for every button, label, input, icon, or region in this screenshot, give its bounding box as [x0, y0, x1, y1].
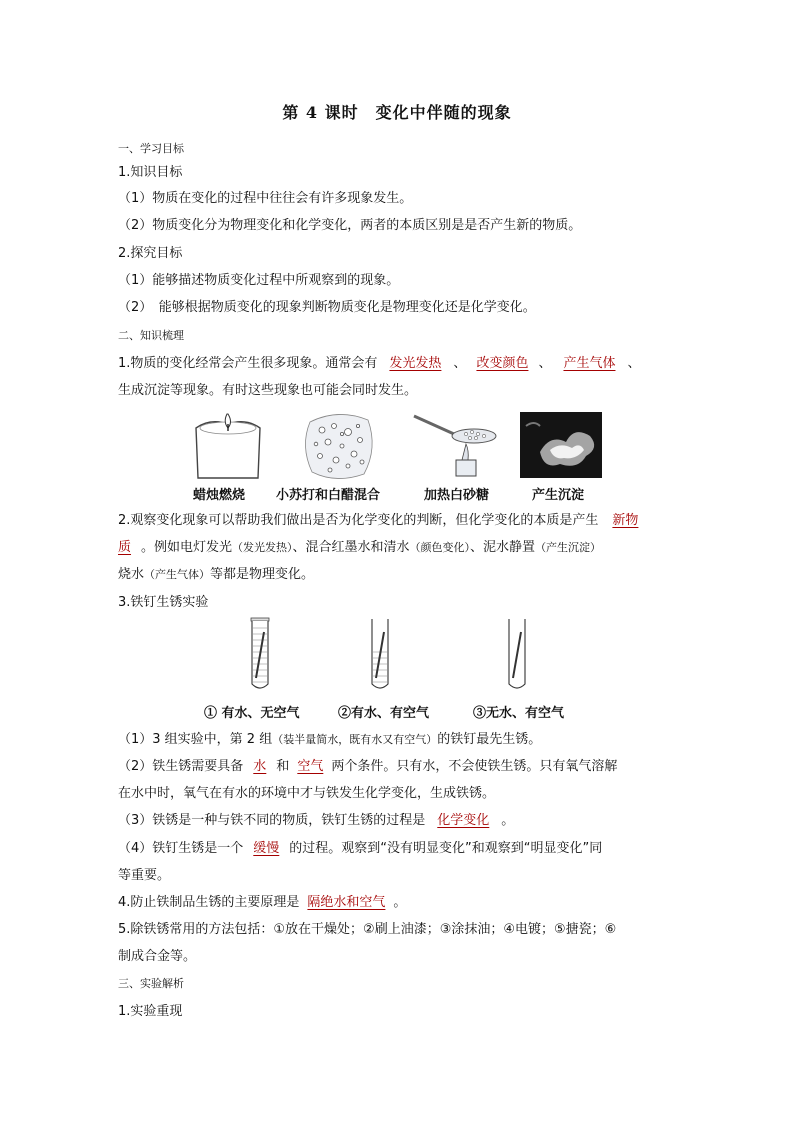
- knowledge-goal-label: 1.知识目标: [118, 165, 183, 180]
- baking-soda-vinegar-image: [302, 412, 376, 480]
- paragraph-5-line-2: 制成合金等。: [118, 949, 197, 964]
- answer-blank: 水: [253, 759, 267, 774]
- inquiry-goal-label: 2.探究目标: [118, 246, 183, 261]
- question-4-line-1: （4）铁钉生锈是一个 缓慢 的过程。观察到“没有明显变化”和观察到“明显变化”同: [118, 841, 603, 856]
- answer-blank: 缓慢: [253, 841, 280, 856]
- tube-caption-2: ②有水、有空气: [338, 706, 430, 721]
- question-3: （3）铁锈是一种与铁不同的物质，铁钉生锈的过程是 化学变化 。: [118, 813, 515, 828]
- answer-blank: 改变颜色: [476, 356, 529, 371]
- knowledge-goal-1: （1）物质在变化的过程中往往会有许多现象发生。: [118, 191, 413, 206]
- test-tube-captions: [0, 702, 794, 722]
- test-tube-1: [247, 618, 273, 692]
- precipitate-image: [520, 412, 602, 478]
- answer-blank: 产生气体: [563, 356, 616, 371]
- paragraph-4: 4.防止铁制品生锈的主要原理是 隔绝水和空气 。: [118, 895, 407, 910]
- caption-soda-vinegar: 小苏打和白醋混合: [276, 488, 381, 503]
- iron-nail-experiment-label: 3.铁钉生锈实验: [118, 595, 209, 610]
- tube-caption-1: ① 有水、无空气: [204, 706, 300, 721]
- answer-blank: 化学变化: [437, 813, 490, 828]
- candle-image: [190, 414, 266, 478]
- phenomena-figures: [0, 412, 794, 472]
- caption-candle: 蜡烛燃烧: [193, 488, 246, 503]
- paragraph-5-line-1: 5.除铁锈常用的方法包括：①放在干燥处；②刷上油漆；③涂抹油；④电镀；⑤搪瓷；⑥: [118, 922, 617, 937]
- question-2-line-1: （2）铁生锈需要具备 水 和 空气 两个条件。只有水，不会使铁生锈。只有氧气溶解: [118, 759, 618, 774]
- question-4-line-2: 等重要。: [118, 868, 171, 883]
- paragraph-2-line-2: 质 。例如电灯发光（发光发热）、混合红墨水和清水（颜色变化）、泥水静置（产生沉淀）: [118, 540, 602, 555]
- heating-sugar-image: [414, 412, 504, 476]
- test-tube-3: [504, 618, 530, 692]
- paragraph-1-line-2: 生成沉淀等现象。有时这些现象也可能会同时发生。: [118, 383, 418, 398]
- paragraph-2-line-3: 烧水（产生气体）等都是物理变化。: [118, 567, 315, 582]
- knowledge-goal-2: （2）物质变化分为物理变化和化学变化，两者的本质区别是是否产生新的物质。: [118, 218, 582, 233]
- question-1: （1）3 组实验中，第 2 组（装半量简水，既有水又有空气）的铁钉最先生锈。: [118, 732, 542, 747]
- question-2-line-2: 在水中时，氧气在有水的环境中才与铁发生化学变化，生成铁锈。: [118, 786, 496, 801]
- caption-heat-sugar: 加热白砂糖: [424, 488, 490, 503]
- paragraph-2-line-1: 2.观察变化现象可以帮助我们做出是否为化学变化的判断，但化学变化的本质是产生 新物: [118, 513, 639, 528]
- answer-blank: 隔绝水和空气: [307, 895, 386, 910]
- page-title: 第 4 课时 变化中伴随的现象: [282, 103, 512, 122]
- test-tube-2: [367, 618, 393, 692]
- answer-blank: 空气: [297, 759, 324, 774]
- paragraph-1-line-1: 1.物质的变化经常会产生很多现象。通常会有 发光发热 、 改变颜色 、 产生气体 、: [118, 356, 641, 371]
- section-heading-knowledge: 二、知识梳理: [118, 329, 184, 342]
- answer-blank: 发光发热: [389, 356, 442, 371]
- figure-captions: [0, 484, 794, 504]
- test-tube-figures: [0, 618, 794, 694]
- caption-precipitate: 产生沉淀: [532, 488, 585, 503]
- tube-caption-3: ③无水、有空气: [473, 706, 565, 721]
- inquiry-goal-1: （1）能够描述物质变化过程中所观察到的现象。: [118, 273, 400, 288]
- answer-blank: 新物: [612, 513, 639, 528]
- inquiry-goal-2: （2） 能够根据物质变化的现象判断物质变化是物理变化还是化学变化。: [118, 300, 536, 315]
- section-heading-experiment: 三、实验解析: [118, 977, 184, 990]
- experiment-subheading: 1.实验重现: [118, 1004, 183, 1019]
- section-heading-objectives: 一、学习目标: [118, 142, 184, 155]
- answer-blank: 质: [118, 540, 132, 555]
